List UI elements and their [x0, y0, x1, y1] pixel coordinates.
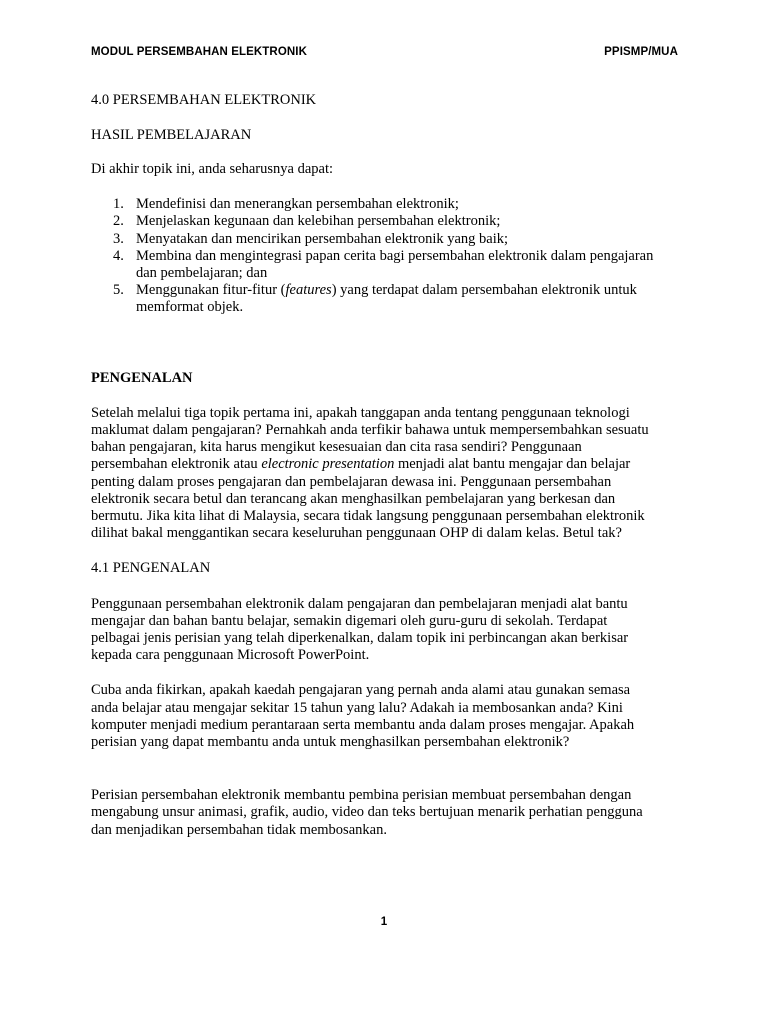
learning-outcomes-heading: HASIL PEMBELAJARAN	[91, 126, 252, 143]
paragraph-line: penting dalam proses pengajaran dan pembelajaran dewasa ini. Penggunaan persembahan	[91, 473, 612, 490]
list-item	[91, 213, 681, 230]
paragraph-line: kepada cara penggunaan Microsoft PowerPoint.	[91, 647, 370, 664]
paragraph-line: maklumat dalam pengajaran? Pernahkah anda terfikir bahawa untuk mempersembahkan sesuatu	[91, 421, 649, 438]
paragraph-line: pelbagai jenis perisian yang telah diperkenalkan, dalam topik ini perbincangan akan berkisar	[91, 629, 629, 646]
list-item-number: 2.	[113, 213, 124, 230]
list-item-number: 1.	[113, 196, 124, 213]
list-item	[91, 248, 681, 282]
introduction-paragraph	[91, 405, 681, 543]
paragraph-line: Penggunaan persembahan elektronik dalam pengajaran dan pembelajaran menjadi alat bantu	[91, 595, 628, 612]
list-item-text: Menyatakan dan mencirikan persembahan elektronik yang baik;	[136, 230, 509, 247]
paragraph-line: persembahan elektronik atau	[91, 456, 262, 473]
italic-term: electronic presentation	[261, 456, 395, 473]
page-number: 1	[380, 916, 388, 928]
objectives-list	[91, 196, 681, 316]
list-item	[91, 231, 681, 248]
introduction-heading: PENGENALAN	[91, 370, 193, 387]
list-item	[91, 196, 681, 213]
paragraph-line: komputer menjadi medium perantaraan serta membantu anda dalam proses mengajar. Apakah	[91, 716, 635, 733]
list-item-text: Membina dan mengintegrasi papan cerita bagi persembahan elektronik dalam pengajaran	[136, 247, 654, 264]
running-header	[91, 46, 678, 64]
learning-outcomes-intro: Di akhir topik ini, anda seharusnya dapat:	[91, 161, 334, 178]
list-item-number: 4.	[113, 247, 124, 264]
list-item-text: Menjelaskan kegunaan dan kelebihan persembahan elektronik;	[136, 213, 501, 230]
list-item-number: 3.	[113, 230, 124, 247]
paragraph-line: bermutu. Jika kita lihat di Malaysia, secara tidak langsung penggunaan persembahan elektronik	[91, 507, 645, 524]
paragraph-line: Perisian persembahan elektronik membantu pembina perisian membuat persembahan dengan	[91, 787, 632, 804]
paragraph-powerpoint-usage	[91, 596, 681, 665]
paragraph-line: menjadi alat bantu mengajar dan belajar	[394, 456, 631, 473]
paragraph-line: mengajar dan bahan bantu belajar, semakin digemari oleh guru-guru di sekolah. Terdapat	[91, 612, 608, 629]
list-item-text-continued: dan pembelajaran; dan	[136, 264, 268, 281]
paragraph-line: perisian yang dapat membantu anda untuk menghasilkan persembahan elektronik?	[91, 733, 570, 750]
list-item-text: Mendefinisi dan menerangkan persembahan elektronik;	[136, 196, 459, 213]
list-item-text: ) yang terdapat dalam persembahan elektronik untuk	[331, 282, 637, 299]
paragraph-line: anda belajar atau mengajar sekitar 15 tahun yang lalu? Adakah ia membosankan anda? Kini	[91, 699, 623, 716]
section-title: 4.0 PERSEMBAHAN ELEKTRONIK	[91, 92, 317, 108]
paragraph-line: bahan pengajaran, kita harus mengikut kesesuaian dan cita rasa sendiri? Penggunaan	[91, 439, 582, 456]
paragraph-software-definition	[91, 787, 681, 839]
subsection-title: 4.1 PENGENALAN	[91, 560, 211, 577]
paragraph-line: mengabung unsur animasi, grafik, audio, video dan teks bertujuan menarik perhatian pengguna	[91, 804, 643, 821]
list-item-text-continued: memformat objek.	[136, 299, 244, 316]
list-item	[91, 282, 681, 316]
paragraph-line: dan menjadikan persembahan tidak membosankan.	[91, 821, 387, 838]
header-course-code: PPISMP/MUA	[604, 46, 678, 58]
paragraph-line: Setelah melalui tiga topik pertama ini, apakah tanggapan anda tentang penggunaan teknologi	[91, 404, 630, 421]
italic-term: features	[285, 282, 332, 299]
paragraph-line: Cuba anda fikirkan, apakah kaedah pengajaran yang pernah anda alami atau gunakan semasa	[91, 682, 631, 699]
paragraph-line: elektronik secara betul dan terancang akan menghasilkan pembelajaran yang berkesan dan	[91, 490, 616, 507]
header-module-title: MODUL PERSEMBAHAN ELEKTRONIK	[91, 46, 307, 58]
paragraph-reflection	[91, 682, 681, 751]
list-item-number: 5.	[113, 282, 124, 299]
document-body	[91, 92, 681, 839]
list-item-text: Menggunakan fitur-fitur (	[136, 282, 286, 299]
paragraph-line: dilihat bakal menggantikan secara keseluruhan penggunaan OHP di dalam kelas. Betul tak?	[91, 525, 622, 542]
